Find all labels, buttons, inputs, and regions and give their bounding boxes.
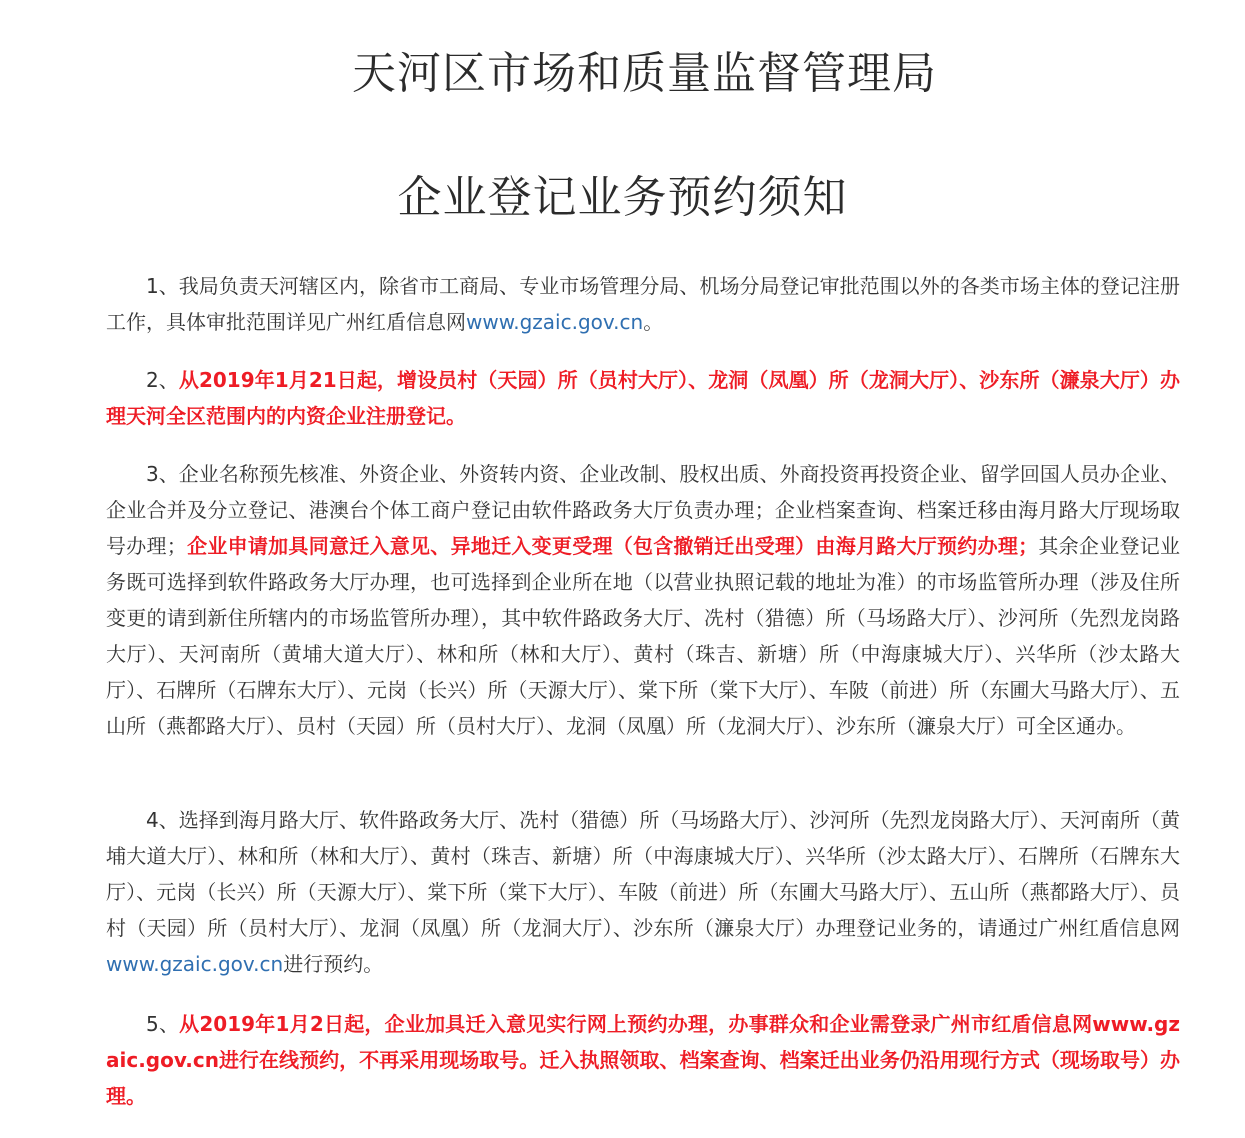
item-4-text: 4、选择到海月路大厅、软件路政务大厅、冼村（猎德）所（马场路大厅）、沙河所（先烈龙岗路大厅）、天河南所（黄埔大道大厅）、林和所（林和大厅）、黄村（珠吉、新塘）所（中海康城大厅）、兴华所（沙太路大厅）、石牌所（石牌东大厅）、元岗（长兴）所（天源大厅）、棠下所（棠下大厅）、车陂（前进）所（东圃大马路大厅）、五山所（燕都路大厅）、员村（天园）所（员村大厅）、龙洞（凤凰）所（龙洞大厅）、沙东所（濂泉大厅）办理登记业务的，请通过广州红盾信息网 <box>106 808 1180 940</box>
gzaic-link[interactable]: www.gzaic.gov.cn <box>106 952 284 976</box>
gzaic-link[interactable]: www.gzaic.gov.cn <box>466 310 644 334</box>
notice-title: 企业登记业务预约须知 <box>397 172 848 223</box>
item-1-end: 。 <box>643 310 664 334</box>
agency-title: 天河区市场和质量监督管理局 <box>352 48 937 99</box>
notice-item-2 <box>106 362 1180 434</box>
item-3-text-b: 其余企业登记业务既可选择到软件路政务大厅办理，也可选择到企业所在地（以营业执照记载的地址为准）的市场监管所办理（涉及住所变更的请到新住所辖内的市场监管所办理），其中软件路政务大厅、冼村（猎德）所（马场路大厅）、沙河所（先烈龙岗路大厅）、天河南所（黄埔大道大厅）、林和所（林和大厅）、黄村（珠吉、新塘）所（中海康城大厅）、兴华所（沙太路大厅）、石牌所（石牌东大厅）、元岗（长兴）所（天源大厅）、棠下所（棠下大厅）、车陂（前进）所（东圃大马路大厅）、五山所（燕都路大厅）、员村（天园）所（员村大厅）、龙洞（凤凰）所（龙洞大厅）、沙东所（濂泉大厅）可全区通办。 <box>106 534 1181 738</box>
item-1-text: 1、我局负责天河辖区内，除省市工商局、专业市场管理分局、机场分局登记审批范围以外的各类市场主体的登记注册工作，具体审批范围详见广州红盾信息网 <box>106 274 1180 334</box>
item-4-end: 进行预约。 <box>283 952 384 976</box>
item-2-number: 2、 <box>146 368 179 392</box>
item-3-text-a: 3、企业名称预先核准、外资企业、外资转内资、企业改制、股权出质、外商投资再投资企业、留学回国人员办企业、企业合并及分立登记、港澳台个体工商户登记由软件路政务大厅负责办理；企业档案查询、档案迁移由海月路大厅现场取号办理； <box>106 462 1180 558</box>
notice-item-5 <box>106 1006 1180 1114</box>
item-2-emphasis: 从2019年1月21日起，增设员村（天园）所（员村大厅）、龙洞（凤凰）所（龙洞大厅）、沙东所（濂泉大厅）办理天河全区范围内的内资企业注册登记。 <box>106 368 1180 428</box>
notice-item-1 <box>106 268 1180 340</box>
item-3-emphasis: 企业申请加具同意迁入意见、异地迁入变更受理（包含撤销迁出受理）由海月路大厅预约办理； <box>186 534 1039 558</box>
notice-item-3 <box>106 456 1180 744</box>
item-5-emphasis: 从2019年1月2日起，企业加具迁入意见实行网上预约办理，办事群众和企业需登录广州市红盾信息网www.gzaic.gov.cn进行在线预约，不再采用现场取号。迁入执照领取、档案查询、档案迁出业务仍沿用现行方式（现场取号）办理。 <box>106 1012 1180 1108</box>
item-5-number: 5、 <box>146 1012 180 1036</box>
notice-item-4 <box>106 802 1180 982</box>
